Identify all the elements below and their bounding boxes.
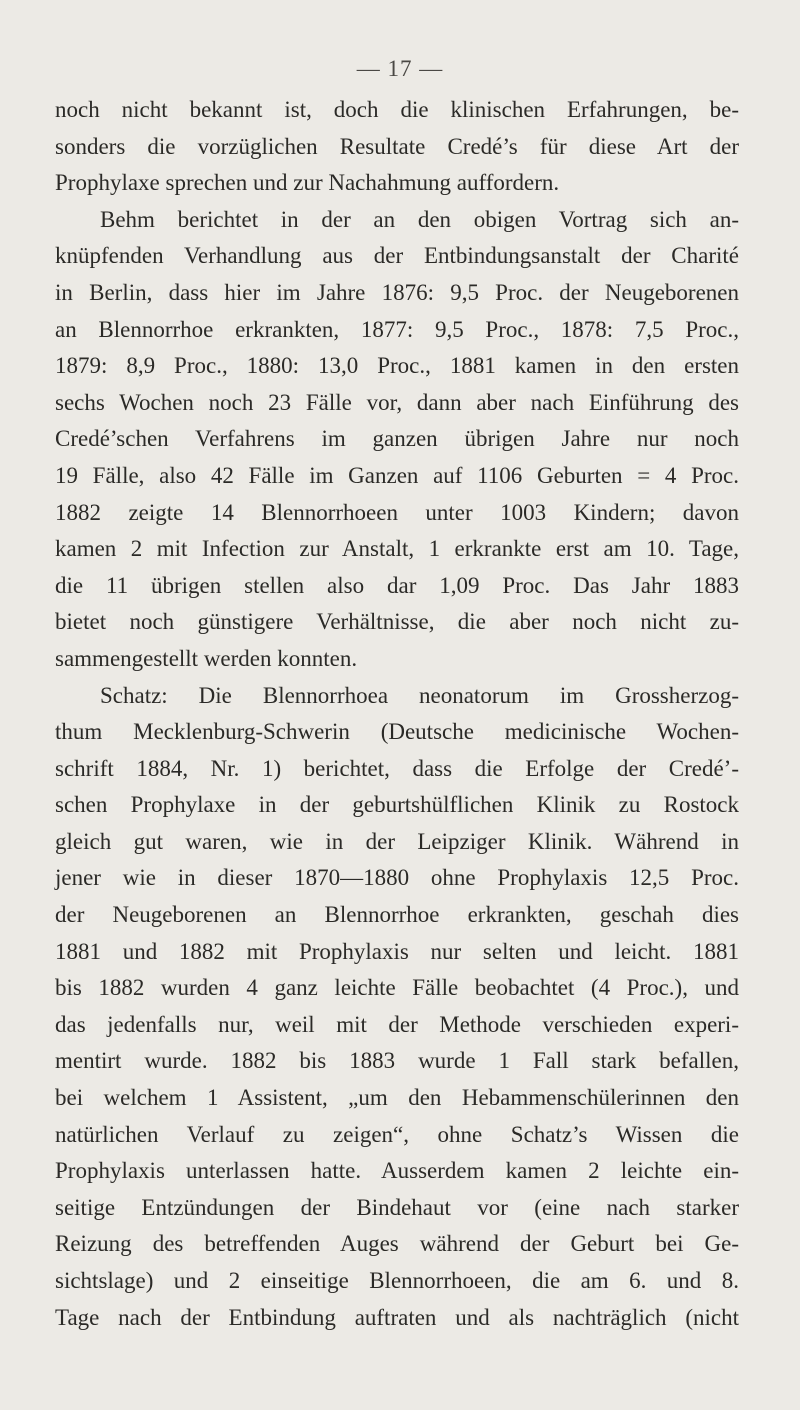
text-line: Prophylaxis unterlassen hatte. Ausserdem kamen 2 leichte ein-	[55, 1158, 739, 1184]
body-text	[55, 92, 739, 1336]
text-line: Behm berichtet in der an den obigen Vortrag sich an-	[100, 206, 739, 232]
text-line: der Neugeborenen an Blennorrhoe erkrankten, geschah dies	[55, 902, 739, 928]
text-line: mentirt wurde. 1882 bis 1883 wurde 1 Fall stark befallen,	[55, 1048, 739, 1074]
text-line: an Blennorrhoe erkrankten, 1877: 9,5 Proc., 1878: 7,5 Proc.,	[55, 316, 739, 342]
text-line: sichtslage) und 2 einseitige Blennorrhoeen, die am 6. und 8.	[55, 1268, 739, 1293]
text-line: jener wie in dieser 1870—1880 ohne Prophylaxis 12,5 Proc.	[55, 865, 739, 891]
text-line: 19 Fälle, also 42 Fälle im Ganzen auf 1106 Geburten = 4 Proc.	[55, 462, 739, 488]
text-line: 1879: 8,9 Proc., 1880: 13,0 Proc., 1881 kamen in den ersten	[55, 353, 739, 379]
text-line: bis 1882 wurden 4 ganz leichte Fälle beobachtet (4 Proc.), und	[55, 975, 739, 1001]
text-line: in Berlin, dass hier im Jahre 1876: 9,5 Proc. der Neugeborenen	[55, 279, 739, 305]
text-line: kamen 2 mit Infection zur Anstalt, 1 erkrankte erst am 10. Tage,	[55, 536, 739, 562]
text-line: 1882 zeigte 14 Blennorrhoeen unter 1003 Kindern; davon	[55, 499, 739, 525]
text-line: seitige Entzündungen der Bindehaut vor (eine nach starker	[55, 1194, 739, 1220]
text-line: gleich gut waren, wie in der Leipziger Klinik. Während in	[55, 828, 739, 854]
text-line: natürlichen Verlauf zu zeigen“, ohne Schatz’s Wissen die	[55, 1121, 739, 1147]
text-line: Prophylaxe sprechen und zur Nachahmung auffordern.	[55, 170, 560, 196]
text-line: schen Prophylaxe in der geburtshülflichen Klinik zu Rostock	[55, 792, 739, 818]
text-line: schrift 1884, Nr. 1) berichtet, dass die Erfolge der Credé’-	[55, 755, 739, 781]
text-line: die 11 übrigen stellen also dar 1,09 Proc. Das Jahr 1883	[55, 572, 739, 598]
text-line: bietet noch günstigere Verhältnisse, die aber noch nicht zu-	[55, 609, 739, 635]
text-line: sammengestellt werden konnten.	[55, 645, 358, 671]
text-line: Credé’schen Verfahrens im ganzen übrigen Jahre nur noch	[55, 426, 739, 452]
text-line: Schatz: Die Blennorrhoea neonatorum im Grossherzog-	[100, 682, 739, 708]
text-line: noch nicht bekannt ist, doch die klinischen Erfahrungen, be-	[55, 97, 739, 122]
text-line: bei welchem 1 Assistent, „um den Hebammenschülerinnen den	[55, 1085, 739, 1111]
text-line: 1881 und 1882 mit Prophylaxis nur selten und leicht. 1881	[55, 938, 739, 964]
text-line: sonders die vorzüglichen Resultate Credé’s für diese Art der	[55, 133, 739, 159]
text-line: Tage nach der Entbindung auftraten und als nachträglich (nicht	[55, 1304, 739, 1330]
text-line: das jedenfalls nur, weil mit der Methode verschieden experi-	[55, 1011, 739, 1037]
text-line: thum Mecklenburg-Schwerin (Deutsche medicinische Wochen-	[55, 719, 739, 745]
text-line: sechs Wochen noch 23 Fälle vor, dann aber nach Einführung des	[55, 389, 739, 415]
text-line: Reizung des betreffenden Auges während der Geburt bei Ge-	[55, 1231, 739, 1257]
text-line: knüpfenden Verhandlung aus der Entbindungsanstalt der Charité	[55, 243, 739, 269]
page-number: — 17 —	[356, 56, 444, 81]
